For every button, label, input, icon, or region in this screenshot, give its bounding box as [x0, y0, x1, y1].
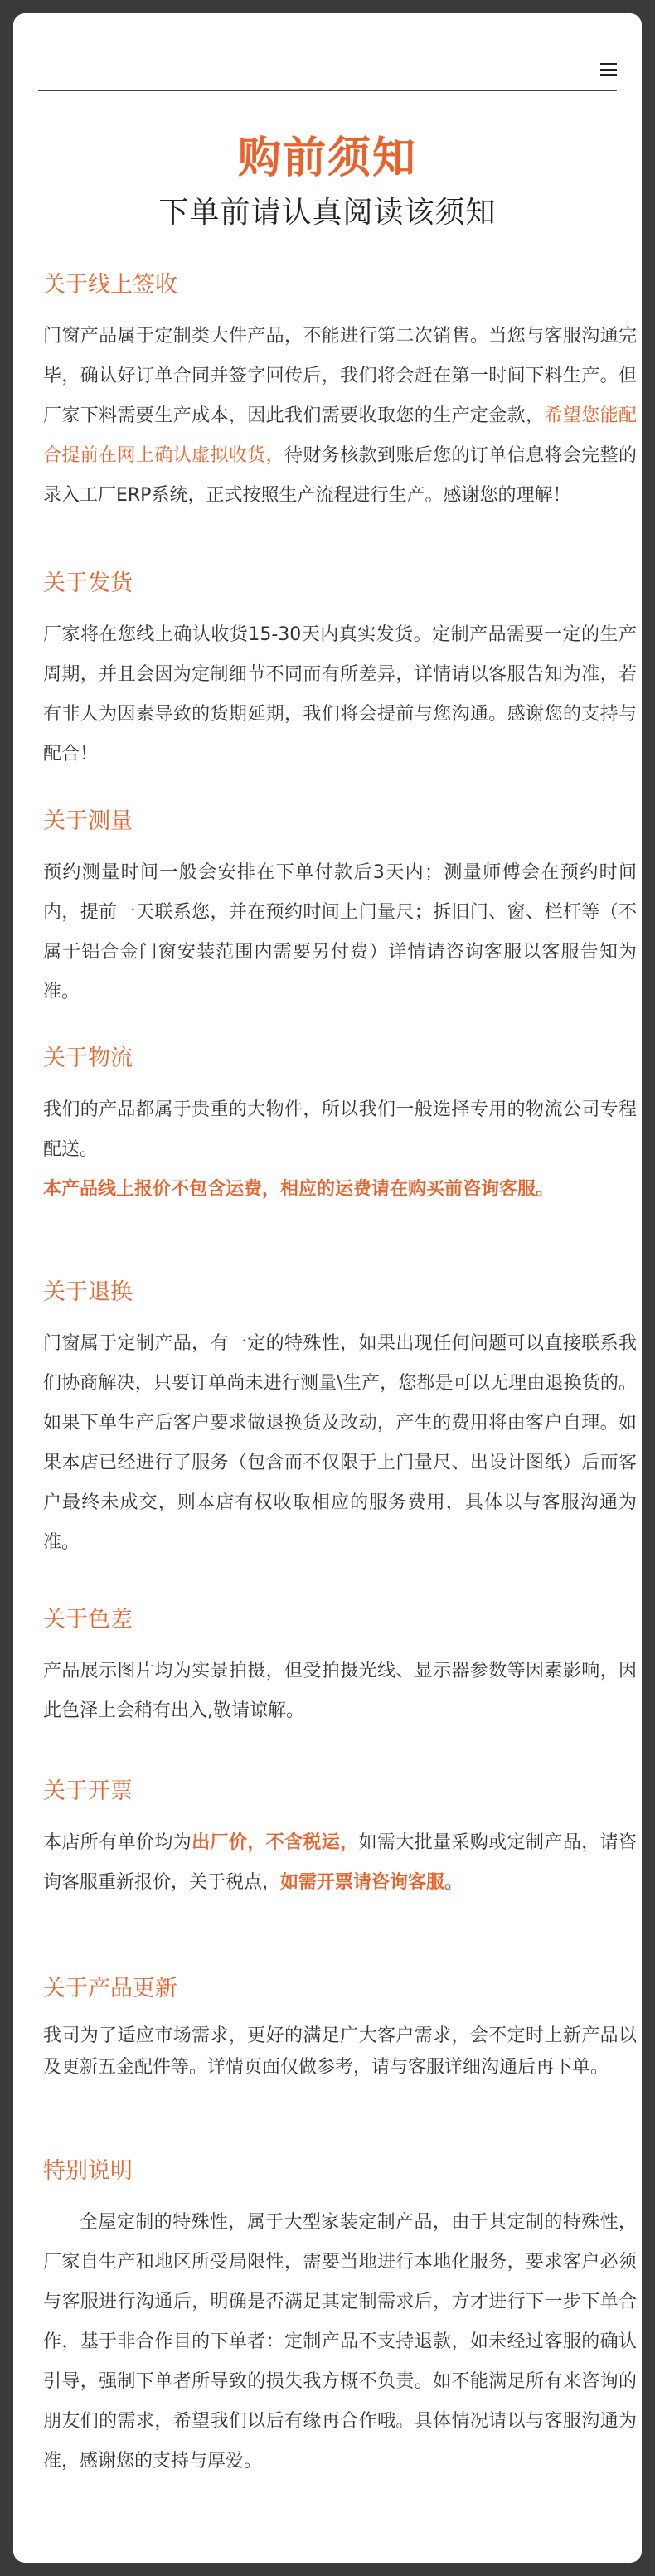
- section-measurement: [43, 803, 637, 1012]
- top-bar: [38, 50, 617, 91]
- page-title: 购前须知: [237, 133, 417, 183]
- section-heading: 关于物流: [43, 1045, 133, 1071]
- section-heading: 特别说明: [43, 2158, 133, 2184]
- section-heading: 关于开票: [43, 1778, 133, 1804]
- body-text: 门窗产品属于定制类大件产品，不能进行第二次销售。当您与客服沟通完毕，确认好订单合同并签字回传后，我们将会赶在第一时间下料生产。但厂家下料需要生产成本，因此我们需要收取您的生产定金款，: [43, 326, 637, 426]
- section-product-updates: [43, 1970, 637, 2084]
- body-text: 本店所有单价均为: [43, 1832, 192, 1853]
- section-body: 预约测量时间一般会安排在下单付款后3天内；测量师傅会在预约时间内，提前一天联系您，并在预约时间上门量尺；拆旧门、窗、栏杆等（不属于铝合金门窗安装范围内需要另付费）详情请咨询客服以客服告知为准。: [43, 862, 637, 1002]
- section-shipping: [43, 565, 637, 774]
- section-logistics: [43, 1040, 637, 1210]
- body-highlight: 出厂价，不含税运，: [192, 1832, 359, 1853]
- section-invoicing: [43, 1773, 637, 1903]
- section-color-difference: [43, 1601, 637, 1731]
- body-text: 如需大批量采购或定制产品，请咨询客服重新报价，关于税点，: [43, 1832, 637, 1893]
- section-body: [43, 317, 637, 516]
- section-heading: 关于退换: [43, 1279, 133, 1305]
- section-body: 厂家将在您线上确认收货15-30天内真实发货。定制产品需要一定的生产周期，并且会因为定制细节不同而有所差异，详情请以客服告知为准，若有非人为因素导致的货期延期，我们将会提前与您沟通。感谢您的支持与配合！: [43, 624, 637, 764]
- section-heading: 关于线上签收: [43, 272, 177, 298]
- body-text: 待财务核款到账后您的订单信息将会完整的录入工厂ERP系统，正式按照生产流程进行生产。感谢您的理解！: [43, 445, 637, 506]
- section-body: 我司为了适应市场需求，更好的满足广大客户需求，会不定时上新产品以及更新五金配件等。详情页面仅做参考，请与客服详细沟通后再下单。: [43, 2025, 637, 2078]
- section-body: [43, 1823, 637, 1903]
- section-body: 产品展示图片均为实景拍摄，但受拍摄光线、显示器参数等因素影响，因此色泽上会稍有出入,敬请谅解。: [43, 1661, 637, 1721]
- notice-card: [13, 13, 642, 2563]
- section-body: 全屋定制的特殊性，属于大型家装定制产品，由于其定制的特殊性，厂家自生产和地区所受局限性，需要当地进行本地化服务，要求客户必须与客服进行沟通后，明确是否满足其定制需求后，方才进行下一步下单合作，基于非合作目的下单者：定制产品不支持退款，如未经过客服的确认引导，强制下单者所导致的损失我方概不负责。如不能满足所有来咨询的朋友们的需求，希望我们以后有缘再合作哦。具体情况请以与客服沟通为准，感谢您的支持与厚爱。: [43, 2212, 637, 2472]
- page-subtitle: 下单前请认真阅读该须知: [158, 196, 497, 230]
- section-body: 门窗属于定制产品，有一定的特殊性，如果出现任何问题可以直接联系我们协商解决，只要订单尚未进行测量\生产，您都是可以无理由退换货的。如果下单生产后客户要求做退换货及改动，产生的费用将由客户自理。如果本店已经进行了服务（包含而不仅限于上门量尺、出设计图纸）后而客户最终未成交，则本店有权收取相应的服务费用，具体以与客服沟通为准。: [43, 1333, 637, 1553]
- section-heading: 关于发货: [43, 570, 133, 596]
- section-heading: 关于色差: [43, 1607, 133, 1632]
- body-highlight: 如需开票请咨询客服。: [280, 1872, 463, 1893]
- section-highlight-note: 本产品线上报价不包含运费，相应的运费请在购买前咨询客服。: [43, 1179, 555, 1200]
- body-highlight: 希望您能配合提前在网上确认虚拟收货，: [43, 405, 637, 466]
- section-body: 我们的产品都属于贵重的大物件，所以我们一般选择专用的物流公司专程配送。: [43, 1099, 637, 1160]
- section-special-notice: [43, 2152, 637, 2481]
- section-online-signoff: [43, 266, 637, 516]
- section-heading: 关于产品更新: [43, 1976, 177, 2001]
- section-returns: [43, 1273, 637, 1563]
- menu-icon[interactable]: [600, 63, 617, 76]
- section-heading: 关于测量: [43, 808, 133, 834]
